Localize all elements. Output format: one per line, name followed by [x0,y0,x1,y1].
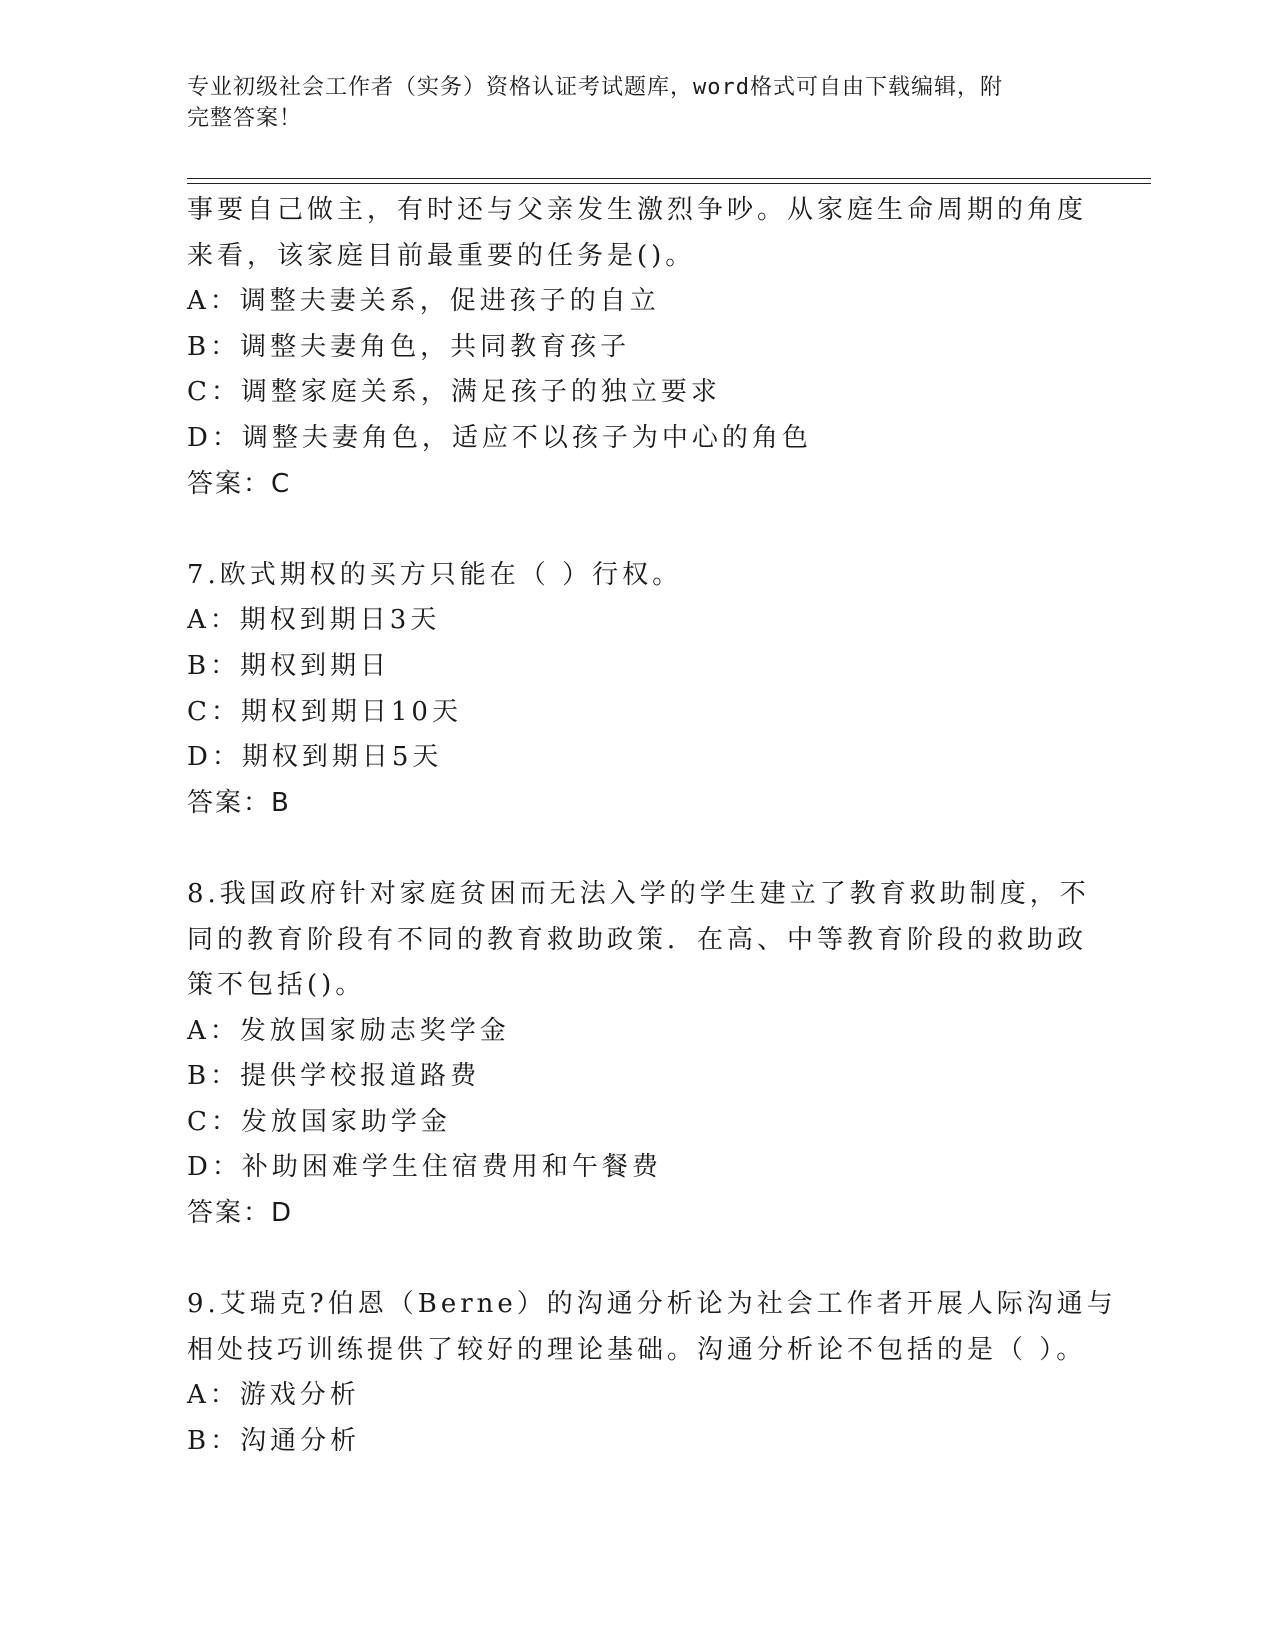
option-d: D：补助困难学生住宿费用和午餐费 [187,1152,662,1183]
question-7 [187,553,1087,827]
question-6 [187,188,1087,507]
header-divider-top [187,178,1151,179]
option-c: C：调整家庭关系，满足孩子的独立要求 [187,377,721,408]
question-list [187,188,1117,1465]
option-b: B：沟通分析 [187,1426,361,1457]
option-a: A：发放国家励志奖学金 [187,1015,510,1046]
question-stem: 策不包括()。 [187,970,366,1001]
question-stem: 8.我国政府针对家庭贫困而无法入学的学生建立了教育救助制度，不 [187,878,1090,909]
answer: 答案：D [187,1198,294,1229]
question-stem: 相处技巧训练提供了较好的理论基础。沟通分析论不包括的是（ ）。 [187,1334,1087,1365]
question-stem: 同的教育阶段有不同的教育救助政策．在高、中等教育阶段的救助政 [187,924,1088,955]
option-d: D：期权到期日5天 [187,742,443,773]
header-divider-bottom [187,183,1151,184]
option-c: C：期权到期日10天 [187,696,462,727]
option-d: D：调整夫妻角色，适应不以孩子为中心的角色 [187,422,812,453]
header-line-1: 专业初级社会工作者（实务）资格认证考试题库，word格式可自由下载编辑，附 [187,75,1003,100]
option-a: A：游戏分析 [187,1380,360,1411]
header-line-2: 完整答案！ [187,106,303,131]
question-stem: 9.艾瑞克?伯恩（Berne）的沟通分析论为社会工作者开展人际沟通与 [187,1289,1117,1320]
question-stem: 7.欧式期权的买方只能在（ ）行权。 [187,559,683,590]
option-a: A：调整夫妻关系，促进孩子的自立 [187,286,660,317]
question-stem: 来看，该家庭目前最重要的任务是()。 [187,240,696,271]
option-c: C：发放国家助学金 [187,1106,451,1137]
spacer [187,1237,1087,1283]
option-b: B：期权到期日 [187,650,391,681]
answer: 答案：C [187,468,292,499]
option-a: A：期权到期日3天 [187,605,441,636]
option-b: B：调整夫妻角色，共同教育孩子 [187,331,631,362]
spacer [187,507,1087,553]
spacer [187,826,1087,872]
question-8 [187,872,1090,1237]
question-9 [187,1282,1117,1464]
option-b: B：提供学校报道路费 [187,1061,481,1092]
page-header [187,72,1067,134]
answer: 答案：B [187,787,291,818]
question-stem: 事要自己做主，有时还与父亲发生激烈争吵。从家庭生命周期的角度 [187,195,1088,225]
